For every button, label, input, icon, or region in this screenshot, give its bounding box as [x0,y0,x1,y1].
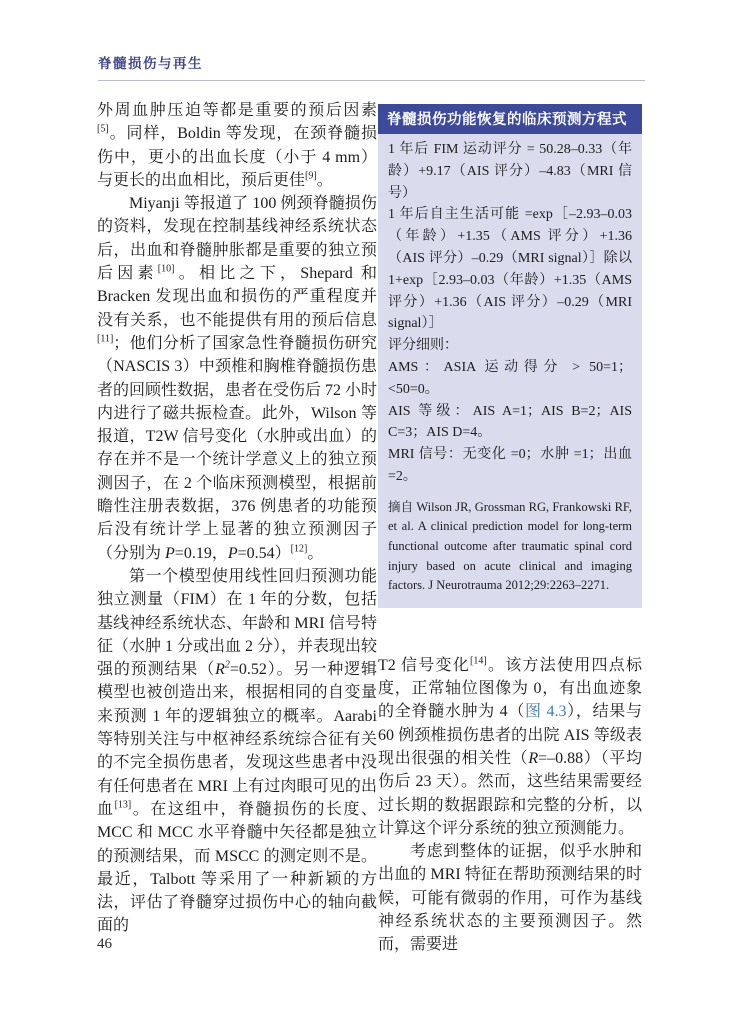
reference-superscript: [11] [97,333,114,345]
reference-superscript: [14] [470,655,487,667]
text-segment: ），结果与 60 例颈椎损伤患者的出院 AIS 等级表现出很强的相关性（ [378,703,642,767]
text-segment: ；他们分析了国家急性脊髓损伤研究（NASCIS 3）中颈椎和胸椎脊髓损伤患者的回顾性数据，患者在受伤后 72 小时内进行了磁共振检查。此外，Wilson 等报道，T2W 信号变化（水肿或出血）的存在并不是一个统计学意义上的独立预测因子，在 2 个临床预测模型，根据前瞻性注册表数据，376 例患者的功能预后没有统计学上显著的独立预测因子（分别为 [97,334,378,562]
text-segment: 。相比之下，Shepard 和 Bracken 发现出血和损伤的严重程度并没有关系，也不能提供有用的预后信息 [97,265,377,329]
text-segment: R [215,661,225,679]
paragraph [388,357,632,401]
figure-reference[interactable]: 图 4.3 [525,703,567,721]
paragraph [97,565,377,938]
reference-superscript: [9] [305,170,317,182]
reference-superscript: [10] [157,263,175,275]
text-segment: AIS 等级：AIS A=1；AIS B=2；AIS C=3；AIS D=4。 [388,403,632,441]
text-segment: 。在这组中，脊髓损伤的长度、MCC 和 MCC 水平脊髓中矢径都是独立的预测结果，而 MSCC 的测定则不是。最近，Talbott 等采用了一种新颖的方法，评估了脊髓穿过损伤中心的轴向截面的 [97,800,377,935]
text-segment: 1 年后 FIM 运动评分 = 50.28–0.33（年龄）+9.17（AIS 评分）–4.83（MRI 信号） [388,142,632,201]
text-segment: 外周血肿压迫等都是重要的预后因素 [97,102,377,119]
text-segment: AMS：ASIA 运动得分 > 50=1；<50=0。 [388,359,632,397]
text-segment: 1 年后自主生活可能 =exp［–2.93–0.03（年龄）+1.35（AMS 评分）+1.36（AIS 评分）–0.29（MRI signal）］除以 1+exp［2.93–0.03（年龄）+1.35（AMS 评分）+1.36（AIS 评分）–0.29（MRI signal）］ [388,207,632,332]
text-segment: P [227,544,238,562]
paragraph [388,401,632,445]
text-segment: R [528,749,539,767]
left-column [97,99,377,938]
running-head: 脊髓损伤与再生 [98,56,203,71]
text-segment: T2 信号变化 [378,656,471,674]
text-segment: =–0.88）（平均伤后 23 天）。然而，这些结果需要经过长期的数据跟踪和完整的分析，以计算这个评分系统的独立预测能力。 [378,749,642,837]
right-column [378,104,642,957]
paragraph [378,840,642,956]
box-title: 脊髓损伤功能恢复的临床预测方程式 [378,104,642,134]
paragraph [388,204,632,335]
header-rule [98,80,645,81]
text-segment: 。 [307,544,324,562]
text-segment: 第一个模型使用线性回归预测功能独立测量（FIM）在 1 年的分数，包括基线神经系统状态、年龄和 MRI 信号特征（水肿 1 分或出血 2 分），并表现出较强的预测结果（ [97,567,378,679]
paragraph [97,192,377,565]
reference-superscript: [13] [114,799,132,811]
paragraph [378,654,642,840]
right-column-text [378,654,642,957]
text-segment: 评分细则： [388,338,458,354]
box-citation: 摘自 Wilson JR, Grossman RG, Frankowski RF, et al. A clinical prediction model for long-term functional outcome after traumatic spinal cord injury based on acute clinical and imaging factors. J Neurotrauma 2012;29:2263–2271. [388,499,632,593]
text-segment: =0.19， [174,544,228,562]
text-segment: 考虑到整体的证据，似乎水肿和出血的 MRI 特征在帮助预测结果的时候，可能有微弱的作用，可作为基线神经系统状态的主要预测因子。然而，需要进 [378,843,642,954]
text-segment: =0.54） [237,544,291,562]
text-segment: 。该方法使用四点标度，正常轴位图像为 0，有出血迹象的全脊髓水肿为 4（ [378,656,642,721]
box-body [378,134,642,608]
prediction-equation-box [378,104,642,608]
reference-superscript: 2 [224,659,230,671]
paragraph [388,444,632,488]
text-segment: =0.52）。另一种逻辑模型也被创造出来，根据相同的自变量来预测 1 年的逻辑独立的概率。Aarabi 等特别关注与中枢神经系统综合征有关的不完全损伤患者，发现这些患者中没有任何患者在 MRI 上有过肉眼可见的出血 [97,661,377,818]
text-segment: Miyanji 等报道了 100 例颈脊髓损伤的资料，发现在控制基线神经系统状态后，出血和脊髓肿胀都是重要的独立预后因素 [97,195,377,283]
paragraph [388,139,632,204]
paragraph [388,335,632,357]
text-segment: 。同样，Boldin 等发现，在颈脊髓损伤中，更小的出血长度（小于 4 mm）与更长的出血相比，预后更佳 [97,125,377,189]
text-segment: 。 [316,171,333,189]
text-segment: MRI 信号：无变化 =0；水肿 =1；出血 =2。 [388,447,632,484]
reference-superscript: [5] [97,123,109,135]
paragraph [97,99,377,192]
reference-superscript: [12] [290,543,308,555]
page-number: 46 [97,936,112,952]
text-segment: P [165,544,175,562]
